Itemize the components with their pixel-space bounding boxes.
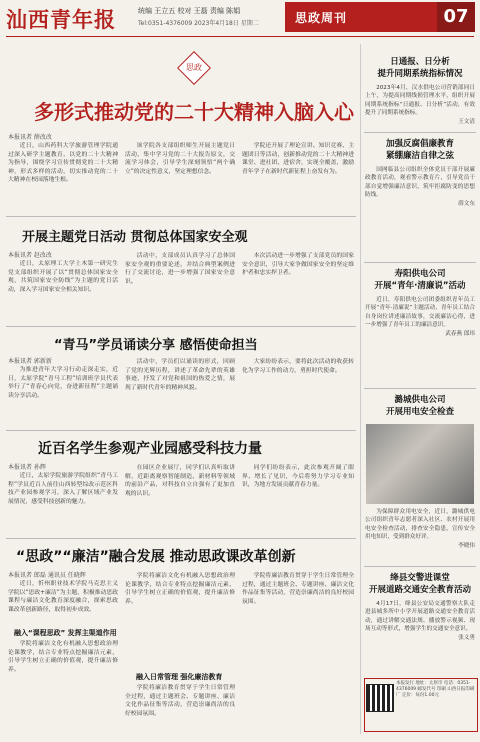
article1-col3: 学院还开展了理论宣讲、知识竞赛、主题团日等活动，创新推动党的二十大精神进课堂、进社团、进宿舍，实现全覆盖，激励青年学子在新时代新征程上奋发有为。 bbox=[242, 143, 354, 175]
masthead-rule bbox=[6, 36, 474, 37]
right-article3-title: 寿阳供电公司 开展“青年·清廉说”活动 bbox=[374, 269, 466, 291]
masthead-editors: 统编 王立五 校对 王磊 责编 陈娟 bbox=[138, 7, 241, 15]
article5-subhead1: 融入“课程思政” 发挥主渠道作用 bbox=[14, 629, 117, 637]
article4-byline: 本报讯者 孙辉 bbox=[8, 464, 46, 471]
article2-byline: 本报讯者 赵改改 bbox=[8, 252, 52, 259]
right-article5-text: 4月17日，绛县公安局交通警察大队走进县城多所中小学开展道路交通安全教育活动，通过讲解交通法规、播放警示视频、现场互动等形式，增强学生的交通安全意识。 张义勇 bbox=[365, 601, 475, 641]
divider bbox=[6, 430, 356, 431]
article2-col3: 本次活动进一步增强了支部党员的国家安全意识，引导大家争做国家安全的坚定维护者和忠实捍卫者。 bbox=[242, 253, 354, 277]
article3-col3: 大家纷纷表示，要将此次活动的收获转化为学习工作的动力，勇担时代使命。 bbox=[242, 359, 354, 374]
article4-col3: 同学们纷纷表示，此次参观开阔了眼界、增长了见识，今后将努力学习专业知识，为地方发展贡献青春力量。 bbox=[242, 465, 354, 489]
divider bbox=[6, 538, 356, 539]
article5-col2b: 学院将廉洁教育贯穿于学生日常管理全过程，通过主题班会、专题讲座、廉洁文化作品征集等活动，营造崇廉尚洁的良好校园氛围。 bbox=[125, 685, 235, 717]
divider bbox=[364, 132, 476, 133]
section-badge: 思政 bbox=[177, 51, 211, 85]
article3-byline: 本报讯者 郭新新 bbox=[8, 358, 52, 365]
column-divider bbox=[360, 44, 361, 734]
volunteer-photo bbox=[366, 424, 474, 504]
article5-col1: 近日，忻州职业技术学院马克思主义学院以“思政+廉洁”为主题，积极推动思政课程与廉洁文化教育深度融合，探索思政课改革创新路径，取得初步成效。 bbox=[8, 581, 118, 613]
right-article4-text: 为保障群众用电安全，近日，潞城供电公司组织青年志愿者深入社区、农村开展用电安全检查活动，排查安全隐患，宣传安全用电知识，受到群众好评。 李晓伟 bbox=[365, 509, 475, 549]
column-name: 思政周刊 bbox=[295, 11, 348, 25]
divider bbox=[364, 388, 476, 389]
article5-byline: 本报讯者 郎磊 通讯员 任晓辉 bbox=[8, 572, 86, 579]
article4-col1: 近日，太原学院旅游学院组织“青马工程”学员近百人前往山西转型综改示范区科技产业园参观学习，深入了解区域产业发展情况，感受科技创新的魅力。 bbox=[8, 473, 118, 505]
right-article2-title: 加强反腐倡廉教育 紧绷廉洁自律之弦 bbox=[385, 139, 454, 161]
page-number: 07 bbox=[437, 2, 475, 32]
right-article5-title: 绛县交警进课堂 开展道路交通安全教育活动 bbox=[368, 573, 471, 595]
right-article1-text: 2023年4月，汉水供电公司营销部同日上午，为提高同期线损管理水平，组织开展同期系统指标“日通报、日分析”活动，有效提升了同期系统指标。 王文清 bbox=[365, 85, 475, 125]
article5-title: “思政”“廉洁”融合发展 推动思政课改革创新 bbox=[16, 549, 296, 565]
article5-col1b: 学院将廉洁文化有机融入思想政治理论课教学，结合专业特点挖掘廉洁元素，引导学生树立正确的价值观，提升廉洁修养。 bbox=[8, 641, 118, 673]
article1-title: 多形式推动党的二十大精神入脑入心 bbox=[34, 100, 354, 124]
article4-col2: 在园区企业展厅，同学们认真听取讲解，近距离观察智能制造、新材料等领域的前沿产品，对科技自立自强有了更加直观的认识。 bbox=[125, 465, 235, 497]
article3-col1: 为推进青年大学习行动走深走实，近日，太原学院“青马工程”培训班学员代表举行了“青春心向党，奋进新征程”主题诵读分享活动。 bbox=[8, 367, 118, 399]
article2-title: 开展主题党日活动 贯彻总体国家安全观 bbox=[22, 230, 248, 245]
article1-col2: 该学院各支部组织师生开展主题党日活动，集中学习党的二十大报告原文，交流学习体会，引导学生深刻领悟“两个确立”的决定性意义，坚定理想信念。 bbox=[125, 143, 235, 175]
divider bbox=[364, 262, 476, 263]
article2-col2: 活动中，支部成员认真学习了总体国家安全观的重要论述，并结合典型案例进行了交流讨论，进一步增强了国家安全意识。 bbox=[125, 253, 235, 285]
article5-col3: 学院将廉洁教育贯穿于学生日常管理全过程，通过主题班会、专题讲座、廉洁文化作品征集等活动，营造崇廉尚洁的良好校园氛围。 bbox=[242, 573, 354, 605]
right-article3-text: 近日，寿阳供电公司团委组织青年员工开展“青年·清廉说”主题活动，青年员工结合自身岗位讲述廉洁故事，交流廉洁心得，进一步增强了青年员工的廉洁意识。 武春燕 郎玮 bbox=[365, 297, 475, 337]
article3-col2: 活动中，学员们以诵读的形式，回顾了党的光辉历程，讲述了革命先辈的英雄事迹，抒发了对党和祖国的热爱之情，展现了新时代青年的精神风貌。 bbox=[125, 359, 235, 391]
right-article2-text: 国网临县公司组织全体党员干部开展廉政教育活动，观看警示教育片，引导党员干部自觉增强廉洁意识，筑牢拒腐防变的思想防线。 薛文东 bbox=[365, 167, 475, 207]
masthead bbox=[0, 0, 480, 42]
footer-info: 本报发行 地址：太原市 电话：0351-4376009 邮发代号 印刷 山西日报印刷厂 定价：每份1.00元 bbox=[396, 681, 475, 698]
article5-col2: 学院将廉洁文化有机融入思想政治理论课教学，结合专业特点挖掘廉洁元素，引导学生树立正确的价值观，提升廉洁修养。 bbox=[125, 573, 235, 605]
divider bbox=[6, 326, 356, 327]
article1-byline: 本报讯者 薛改改 bbox=[8, 134, 52, 141]
article3-title: “青马”学员诵读分享 感悟使命担当 bbox=[54, 338, 258, 353]
qr-code-icon bbox=[366, 684, 394, 712]
right-article4-title: 潞城供电公司 开展用电安全检查 bbox=[385, 395, 454, 417]
divider bbox=[6, 216, 356, 217]
article1-col1: 近日，山西药科大学旅游管理学院通过深入研学主题教育，以党的二十大精神为指导，围绕学习宣传贯彻党的二十大精神，形式多样的活动，切实推动党的二十大精神在校园落地生根。 bbox=[8, 143, 118, 184]
right-article1-title: 日通报、日分析 提升同期系统指标情况 bbox=[377, 57, 463, 79]
article5-subhead2: 融入日常管理 强化廉洁教育 bbox=[136, 673, 223, 681]
article2-col1: 近日，太原理工大学土木第一研究生党支部组织开展了以“贯彻总体国家安全观，共筑国家安全防线”为主题的党日活动，深入学习国家安全相关知识。 bbox=[8, 261, 118, 293]
masthead-date: Tel:0351-4376009 2023年4月18日 星期二 bbox=[138, 20, 259, 27]
divider bbox=[364, 566, 476, 567]
article4-title: 近百名学生参观产业园感受科技力量 bbox=[38, 441, 262, 457]
newspaper-logo: 汕西青年报 bbox=[6, 7, 116, 32]
